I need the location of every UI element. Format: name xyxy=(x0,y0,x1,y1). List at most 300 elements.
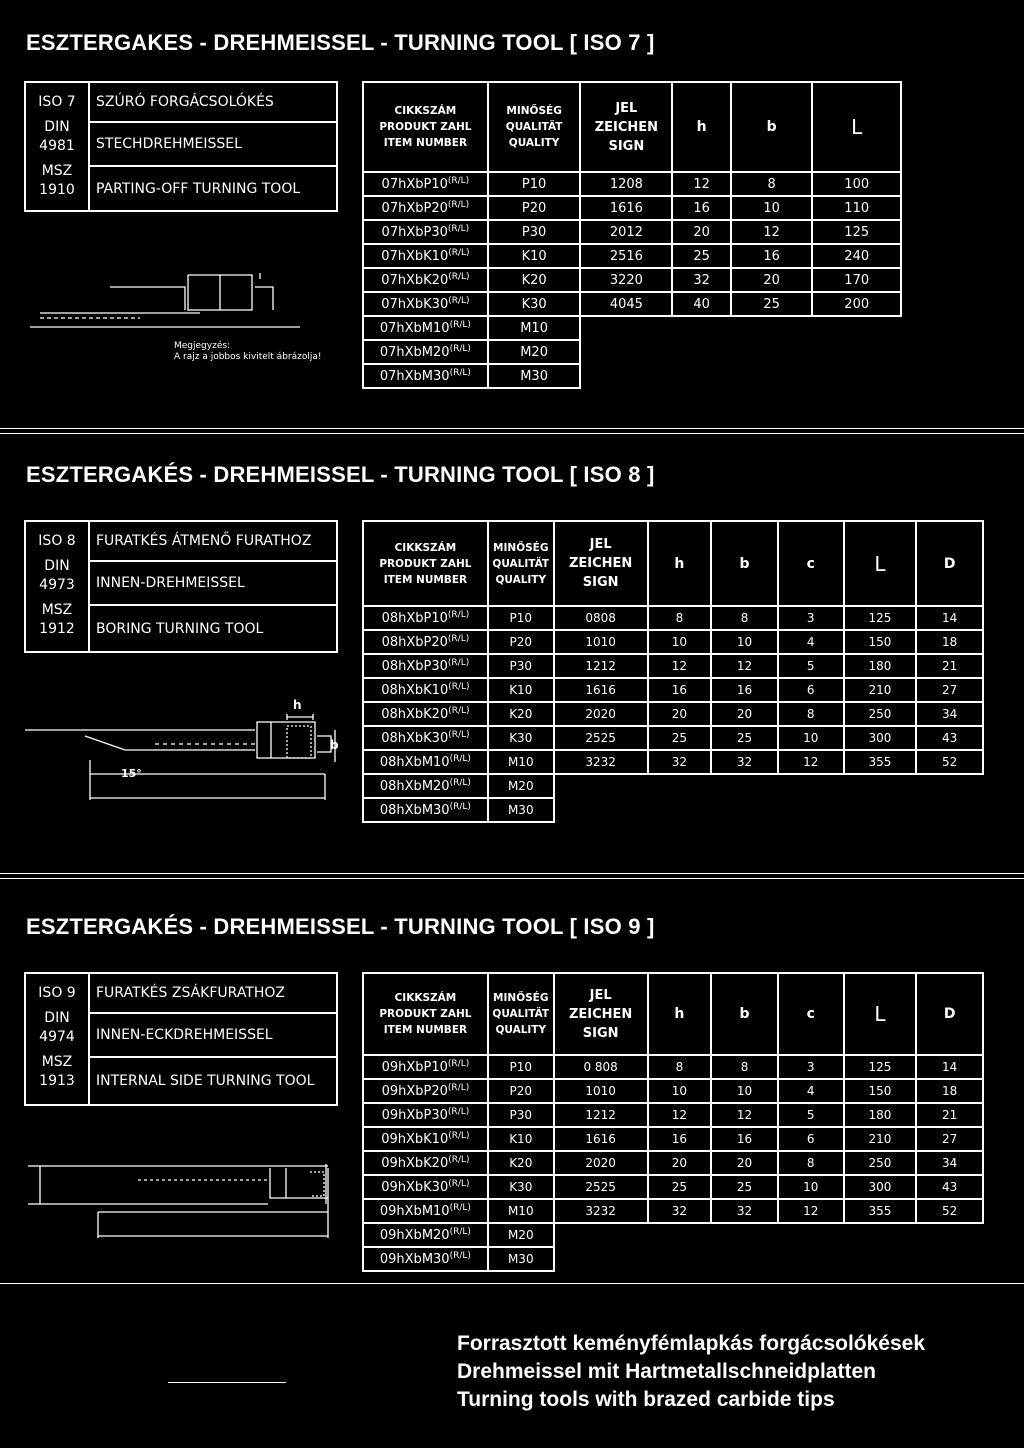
item-variant: (R/L) xyxy=(447,199,470,210)
col-b: b xyxy=(731,82,813,172)
footer-rule xyxy=(168,1382,286,1383)
std-msz: MSZ xyxy=(41,1054,73,1070)
std-iso: ISO 9 xyxy=(38,985,76,1001)
cell-sign: 3232 xyxy=(554,750,648,774)
item-variant: (R/L) xyxy=(448,1130,470,1141)
table-row xyxy=(363,340,901,364)
table-row xyxy=(363,1199,983,1223)
cell-sign: 0808 xyxy=(554,606,648,630)
table-row xyxy=(363,654,983,678)
empty-cell xyxy=(844,1223,917,1247)
cell-sign: 1616 xyxy=(580,196,672,220)
col-h: h xyxy=(672,82,731,172)
cell-quality: P10 xyxy=(488,606,554,630)
dim-b-label: b xyxy=(330,738,339,752)
cell-sign: 0 808 xyxy=(554,1055,648,1079)
cell-b: 16 xyxy=(711,678,778,702)
empty-cell xyxy=(711,1247,778,1271)
tool-name-de: INNEN-DREHMEISSEL xyxy=(90,562,336,606)
item-variant: (R/L) xyxy=(448,1154,470,1165)
note-label: Megjegyzés: xyxy=(174,341,231,351)
item-variant: (R/L) xyxy=(449,777,471,788)
tool-name-hu: SZÚRÓ FORGÁCSOLÓKÉS xyxy=(90,83,336,123)
dim-h-label: h xyxy=(293,698,302,712)
cell-quality: K10 xyxy=(488,1127,554,1151)
table-row xyxy=(363,316,901,340)
cell-sign: 1616 xyxy=(554,678,648,702)
item-variant: (R/L) xyxy=(448,271,470,282)
cell-h: 16 xyxy=(648,678,712,702)
cell-quality: P10 xyxy=(488,1055,554,1079)
cell-L: 180 xyxy=(844,654,917,678)
empty-cell xyxy=(580,340,672,364)
cell-sign: 2020 xyxy=(554,1151,648,1175)
cell-h: 25 xyxy=(672,244,731,268)
cell-sign: 4045 xyxy=(580,292,672,316)
table-row xyxy=(363,678,983,702)
item-variant: (R/L) xyxy=(448,681,470,692)
item-variant: (R/L) xyxy=(447,1106,470,1117)
item-code: 08hXbP30 xyxy=(381,658,448,674)
cell-b: 16 xyxy=(711,1127,778,1151)
item-variant: (R/L) xyxy=(448,1178,470,1189)
item-code: 09hXbK20 xyxy=(381,1155,449,1171)
note-text: A rajz a jobbos kivitelt ábrázolja! xyxy=(174,352,322,362)
table-row xyxy=(363,750,983,774)
footer-line-en: Turning tools with brazed carbide tips xyxy=(457,1388,835,1411)
table-row xyxy=(363,1127,983,1151)
cell-quality: M10 xyxy=(488,1199,554,1223)
col-item-number: CIKKSZÁM PRODUKT ZAHL ITEM NUMBER xyxy=(363,521,488,606)
cell-sign: 3232 xyxy=(554,1199,648,1223)
empty-cell xyxy=(916,1247,983,1271)
cell-c: 8 xyxy=(778,1151,844,1175)
cell-h: 8 xyxy=(648,1055,712,1079)
cell-D: 21 xyxy=(916,654,983,678)
empty-cell xyxy=(778,774,844,798)
cell-quality: K30 xyxy=(488,726,554,750)
item-code: 07hXbP30 xyxy=(381,224,448,240)
cell-D: 34 xyxy=(916,702,983,726)
tool-name-hu: FURATKÉS ZSÁKFURATHOZ xyxy=(90,974,336,1014)
table-row xyxy=(363,292,901,316)
cell-c: 8 xyxy=(778,702,844,726)
empty-cell xyxy=(672,316,731,340)
cell-quality: K10 xyxy=(488,678,554,702)
parting-tool-drawing xyxy=(30,265,350,335)
table-row xyxy=(363,726,983,750)
item-code: 09hXbK10 xyxy=(381,1131,449,1147)
cell-h: 32 xyxy=(648,750,712,774)
cell-h: 10 xyxy=(648,1079,712,1103)
empty-cell xyxy=(554,1223,648,1247)
cell-item-number xyxy=(363,268,488,292)
cell-quality: M20 xyxy=(488,340,581,364)
tool-name-de: STECHDREHMEISSEL xyxy=(90,123,336,167)
cell-item-number xyxy=(363,702,488,726)
empty-cell xyxy=(554,1247,648,1271)
empty-cell xyxy=(778,1223,844,1247)
section-title-iso7: ESZTERGAKES - DREHMEISSEL - TURNING TOOL [ ISO 7 ] xyxy=(26,30,655,55)
item-code: 07hXbP20 xyxy=(381,200,448,216)
standard-codes xyxy=(26,522,90,651)
cell-h: 20 xyxy=(648,702,712,726)
item-variant: (R/L) xyxy=(449,1226,471,1237)
cell-quality: M10 xyxy=(488,750,554,774)
item-variant: (R/L) xyxy=(449,367,471,378)
cell-h: 25 xyxy=(648,726,712,750)
item-code: 08hXbK20 xyxy=(381,706,449,722)
cell-item-number xyxy=(363,798,488,822)
empty-cell xyxy=(648,774,712,798)
item-variant: (R/L) xyxy=(449,1250,471,1261)
cell-h: 16 xyxy=(648,1127,712,1151)
empty-cell xyxy=(554,798,648,822)
cell-h: 8 xyxy=(648,606,712,630)
std-din: DIN xyxy=(44,119,70,135)
footer-line-hu: Forrasztott keményfémlapkás forgácsolókések xyxy=(457,1332,926,1355)
cell-quality: P10 xyxy=(488,172,581,196)
cell-quality: P20 xyxy=(488,1079,554,1103)
cell-sign: 1010 xyxy=(554,630,648,654)
cell-D: 43 xyxy=(916,726,983,750)
footer-line-de: Drehmeissel mit Hartmetallschneidplatten xyxy=(457,1360,876,1383)
std-msz-no: 1910 xyxy=(39,182,75,198)
item-code: 08hXbK30 xyxy=(381,730,449,746)
col-sign: JEL ZEICHEN SIGN xyxy=(580,82,672,172)
standard-box-iso8 xyxy=(24,520,338,653)
item-variant: (R/L) xyxy=(449,753,471,764)
table-row xyxy=(363,268,901,292)
cell-b: 10 xyxy=(731,196,813,220)
item-code: 07hXbK20 xyxy=(381,272,449,288)
std-msz: MSZ xyxy=(41,163,73,179)
item-variant: (R/L) xyxy=(448,729,470,740)
std-din: DIN xyxy=(44,1010,70,1026)
item-variant: (R/L) xyxy=(447,657,470,668)
table-row xyxy=(363,1151,983,1175)
empty-cell xyxy=(731,340,813,364)
item-variant: (R/L) xyxy=(447,175,470,186)
cell-h: 12 xyxy=(672,172,731,196)
table-row xyxy=(363,1175,983,1199)
empty-cell xyxy=(812,316,901,340)
cell-b: 10 xyxy=(711,1079,778,1103)
cell-h: 40 xyxy=(672,292,731,316)
cell-quality: P30 xyxy=(488,654,554,678)
cell-L: 200 xyxy=(812,292,901,316)
item-variant: (R/L) xyxy=(449,343,471,354)
col-item-number: CIKKSZÁM PRODUKT ZAHL ITEM NUMBER xyxy=(363,82,488,172)
cell-b: 25 xyxy=(711,1175,778,1199)
cell-L: 210 xyxy=(844,1127,917,1151)
std-din: DIN xyxy=(44,558,70,574)
boring-tool-drawing xyxy=(25,700,355,810)
cell-b: 25 xyxy=(731,292,813,316)
cell-L: 100 xyxy=(812,172,901,196)
tool-name-en: BORING TURNING TOOL xyxy=(96,620,264,637)
spec-table-iso7 xyxy=(362,81,902,389)
cell-h: 12 xyxy=(648,1103,712,1127)
item-code: 07hXbM10 xyxy=(379,320,450,336)
item-code: 07hXbK10 xyxy=(381,248,449,264)
col-sign: JEL ZEICHEN SIGN xyxy=(554,973,648,1055)
section-separator xyxy=(0,428,1024,429)
tool-name-hu: FURATKÉS ÁTMENŐ FURATHOZ xyxy=(90,522,336,562)
item-variant: (R/L) xyxy=(449,1202,471,1213)
cell-c: 5 xyxy=(778,1103,844,1127)
cell-sign: 2020 xyxy=(554,702,648,726)
cell-item-number xyxy=(363,340,488,364)
item-code: 07hXbP10 xyxy=(381,176,448,192)
cell-h: 25 xyxy=(648,1175,712,1199)
cell-sign: 1208 xyxy=(580,172,672,196)
col-sign: JEL ZEICHEN SIGN xyxy=(554,521,648,606)
cell-L: 125 xyxy=(844,606,917,630)
empty-cell xyxy=(672,340,731,364)
item-variant: (R/L) xyxy=(449,319,471,330)
cell-L: 125 xyxy=(812,220,901,244)
cell-quality: M10 xyxy=(488,316,581,340)
cell-item-number xyxy=(363,244,488,268)
item-code: 08hXbP10 xyxy=(381,610,448,626)
cell-D: 52 xyxy=(916,750,983,774)
cell-L: 150 xyxy=(844,630,917,654)
col-quality: MINŐSÉG QUALITÄT QUALITY xyxy=(488,521,554,606)
item-code: 08hXbM30 xyxy=(379,802,450,818)
section-separator xyxy=(0,433,1024,434)
cell-L: 300 xyxy=(844,1175,917,1199)
cell-h: 20 xyxy=(672,220,731,244)
cell-quality: P20 xyxy=(488,630,554,654)
empty-cell xyxy=(648,798,712,822)
item-code: 08hXbP20 xyxy=(381,634,448,650)
item-code: 09hXbP20 xyxy=(381,1083,448,1099)
cell-b: 8 xyxy=(711,1055,778,1079)
table-row xyxy=(363,702,983,726)
cell-c: 3 xyxy=(778,606,844,630)
col-quality: MINŐSÉG QUALITÄT QUALITY xyxy=(488,82,581,172)
cell-b: 32 xyxy=(711,1199,778,1223)
standard-box-iso9 xyxy=(24,972,338,1106)
std-msz-no: 1913 xyxy=(39,1073,75,1089)
standard-codes xyxy=(26,83,90,210)
table-row xyxy=(363,196,901,220)
item-code: 07hXbK30 xyxy=(381,296,449,312)
cell-L: 250 xyxy=(844,702,917,726)
angle-label: 15° xyxy=(121,767,142,780)
col-L: L xyxy=(844,521,917,606)
table-row xyxy=(363,1223,983,1247)
empty-cell xyxy=(648,1223,712,1247)
table-row xyxy=(363,172,901,196)
col-D: D xyxy=(916,973,983,1055)
item-code: 09hXbP10 xyxy=(381,1059,448,1075)
cell-L: 180 xyxy=(844,1103,917,1127)
cell-quality: K30 xyxy=(488,292,581,316)
cell-h: 10 xyxy=(648,630,712,654)
cell-item-number xyxy=(363,1223,488,1247)
cell-b: 20 xyxy=(711,1151,778,1175)
col-h: h xyxy=(648,973,712,1055)
cell-quality: K20 xyxy=(488,1151,554,1175)
cell-c: 4 xyxy=(778,1079,844,1103)
item-code: 08hXbK10 xyxy=(381,682,449,698)
cell-quality: M20 xyxy=(488,1223,554,1247)
cell-item-number xyxy=(363,1247,488,1271)
cell-item-number xyxy=(363,654,488,678)
item-code: 09hXbK30 xyxy=(381,1179,449,1195)
std-din-no: 4973 xyxy=(39,577,75,593)
cell-quality: K20 xyxy=(488,268,581,292)
col-c: c xyxy=(778,521,844,606)
std-iso: ISO 8 xyxy=(38,533,76,549)
std-din-no: 4981 xyxy=(39,138,75,154)
empty-cell xyxy=(916,798,983,822)
cell-item-number xyxy=(363,292,488,316)
cell-b: 12 xyxy=(711,1103,778,1127)
empty-cell xyxy=(844,774,917,798)
cell-quality: M30 xyxy=(488,364,581,388)
table-row xyxy=(363,606,983,630)
cell-D: 52 xyxy=(916,1199,983,1223)
cell-L: 355 xyxy=(844,1199,917,1223)
cell-sign: 1212 xyxy=(554,654,648,678)
cell-c: 10 xyxy=(778,726,844,750)
cell-sign: 1616 xyxy=(554,1127,648,1151)
cell-L: 125 xyxy=(844,1055,917,1079)
cell-c: 12 xyxy=(778,1199,844,1223)
empty-cell xyxy=(844,1247,917,1271)
standard-box-iso7 xyxy=(24,81,338,212)
item-code: 08hXbM10 xyxy=(379,754,450,770)
cell-item-number xyxy=(363,172,488,196)
cell-item-number xyxy=(363,1151,488,1175)
cell-sign: 2012 xyxy=(580,220,672,244)
empty-cell xyxy=(916,1223,983,1247)
cell-b: 32 xyxy=(711,750,778,774)
cell-D: 14 xyxy=(916,1055,983,1079)
empty-cell xyxy=(711,1223,778,1247)
cell-c: 6 xyxy=(778,1127,844,1151)
cell-sign: 2525 xyxy=(554,1175,648,1199)
cell-item-number xyxy=(363,774,488,798)
section-separator xyxy=(0,1283,1024,1284)
item-code: 09hXbM30 xyxy=(379,1251,450,1267)
table-row xyxy=(363,798,983,822)
item-variant: (R/L) xyxy=(447,1058,470,1069)
cell-b: 8 xyxy=(731,172,813,196)
cell-item-number xyxy=(363,364,488,388)
cell-h: 32 xyxy=(648,1199,712,1223)
std-msz-no: 1912 xyxy=(39,621,75,637)
cell-item-number xyxy=(363,1079,488,1103)
cell-L: 250 xyxy=(844,1151,917,1175)
cell-h: 16 xyxy=(672,196,731,220)
std-msz: MSZ xyxy=(41,602,73,618)
cell-sign: 2516 xyxy=(580,244,672,268)
empty-cell xyxy=(580,316,672,340)
cell-item-number xyxy=(363,726,488,750)
spec-table-iso8 xyxy=(362,520,984,823)
section-title-iso8: ESZTERGAKÉS - DREHMEISSEL - TURNING TOOL [ ISO 8 ] xyxy=(26,462,655,487)
std-din-no: 4974 xyxy=(39,1029,75,1045)
cell-quality: K20 xyxy=(488,702,554,726)
table-row xyxy=(363,1247,983,1271)
col-b: b xyxy=(711,521,778,606)
item-variant: (R/L) xyxy=(447,223,470,234)
cell-quality: P30 xyxy=(488,1103,554,1127)
empty-cell xyxy=(648,1247,712,1271)
cell-h: 12 xyxy=(648,654,712,678)
cell-b: 20 xyxy=(711,702,778,726)
table-row xyxy=(363,1079,983,1103)
col-D: D xyxy=(916,521,983,606)
cell-L: 355 xyxy=(844,750,917,774)
item-variant: (R/L) xyxy=(448,295,470,306)
cell-c: 12 xyxy=(778,750,844,774)
empty-cell xyxy=(778,798,844,822)
item-variant: (R/L) xyxy=(449,801,471,812)
cell-quality: M30 xyxy=(488,1247,554,1271)
cell-quality: M30 xyxy=(488,798,554,822)
cell-D: 18 xyxy=(916,630,983,654)
internal-side-tool-drawing xyxy=(28,1158,348,1248)
item-variant: (R/L) xyxy=(447,1082,470,1093)
section-title-iso9: ESZTERGAKÉS - DREHMEISSEL - TURNING TOOL [ ISO 9 ] xyxy=(26,914,655,939)
item-code: 07hXbM30 xyxy=(379,368,450,384)
cell-L: 300 xyxy=(844,726,917,750)
col-c: c xyxy=(778,973,844,1055)
cell-c: 10 xyxy=(778,1175,844,1199)
cell-c: 6 xyxy=(778,678,844,702)
cell-L: 150 xyxy=(844,1079,917,1103)
item-variant: (R/L) xyxy=(448,705,470,716)
cell-b: 25 xyxy=(711,726,778,750)
table-row xyxy=(363,1055,983,1079)
cell-D: 27 xyxy=(916,1127,983,1151)
cell-item-number xyxy=(363,606,488,630)
cell-L: 210 xyxy=(844,678,917,702)
cell-quality: P20 xyxy=(488,196,581,220)
cell-L: 170 xyxy=(812,268,901,292)
cell-item-number xyxy=(363,1127,488,1151)
cell-D: 27 xyxy=(916,678,983,702)
cell-quality: M20 xyxy=(488,774,554,798)
cell-D: 43 xyxy=(916,1175,983,1199)
cell-item-number xyxy=(363,220,488,244)
section-separator xyxy=(0,878,1024,879)
table-row xyxy=(363,774,983,798)
col-b: b xyxy=(711,973,778,1055)
cell-D: 18 xyxy=(916,1079,983,1103)
tool-name-de: INNEN-ECKDREHMEISSEL xyxy=(90,1014,336,1058)
cell-item-number xyxy=(363,316,488,340)
cell-quality: K30 xyxy=(488,1175,554,1199)
item-code: 07hXbM20 xyxy=(379,344,450,360)
table-row xyxy=(363,630,983,654)
cell-D: 21 xyxy=(916,1103,983,1127)
empty-cell xyxy=(711,774,778,798)
item-code: 08hXbM20 xyxy=(379,778,450,794)
std-iso: ISO 7 xyxy=(38,94,76,110)
cell-D: 34 xyxy=(916,1151,983,1175)
cell-quality: P30 xyxy=(488,220,581,244)
col-quality: MINŐSÉG QUALITÄT QUALITY xyxy=(488,973,554,1055)
cell-item-number xyxy=(363,630,488,654)
cell-quality: K10 xyxy=(488,244,581,268)
cell-D: 14 xyxy=(916,606,983,630)
